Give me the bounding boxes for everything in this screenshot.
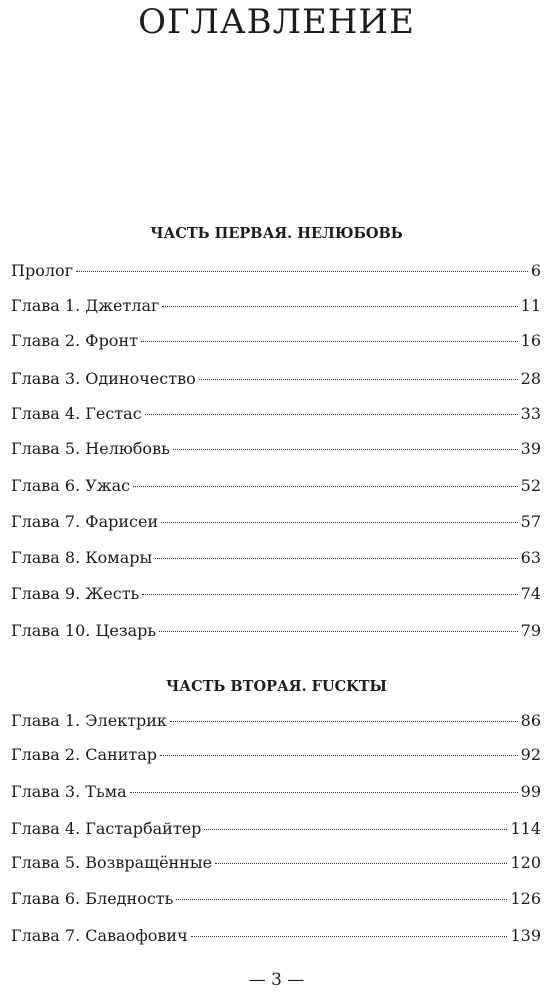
- toc-entry-label: Глава 2. Санитар: [11, 745, 158, 764]
- dot-leader: [145, 414, 518, 415]
- toc-entry-label: Глава 6. Ужас: [11, 476, 131, 495]
- dot-leader: [173, 449, 518, 450]
- toc-entry-label: Глава 7. Фарисеи: [11, 512, 159, 531]
- toc-entry-label: Глава 8. Комары: [11, 548, 153, 567]
- toc-entry[interactable]: [11, 476, 541, 500]
- toc-entry-label: Глава 4. Гестас: [11, 404, 142, 423]
- toc-entry-page: 52: [520, 476, 541, 495]
- toc-entry[interactable]: [11, 584, 541, 608]
- toc-entry-page: 28: [520, 369, 541, 388]
- toc-entry-label: Глава 3. Тьма: [11, 782, 127, 801]
- dot-leader: [191, 936, 508, 937]
- dot-leader: [215, 863, 507, 864]
- toc-entry-label: Глава 5. Возвращённые: [11, 853, 213, 872]
- dot-leader: [76, 271, 528, 272]
- toc-entry-label: Глава 9. Жесть: [11, 584, 140, 603]
- toc-entry-page: 79: [520, 621, 541, 640]
- toc-entry-label: Глава 1. Джетлаг: [11, 296, 160, 315]
- dot-leader: [162, 306, 517, 307]
- toc-entry-page: 57: [520, 512, 541, 531]
- toc-entry[interactable]: [11, 512, 541, 536]
- toc-entry[interactable]: [11, 745, 541, 769]
- dot-leader: [161, 522, 518, 523]
- part-title: ЧАСТЬ ВТОРАЯ. FUCKТЫ: [166, 678, 387, 695]
- toc-entry-page: 39: [520, 439, 541, 458]
- toc-entry[interactable]: [11, 889, 541, 913]
- toc-entry-label: Глава 6. Бледность: [11, 889, 174, 908]
- dot-leader: [142, 594, 517, 595]
- part-title: ЧАСТЬ ПЕРВАЯ. НЕЛЮБОВЬ: [150, 225, 403, 242]
- toc-entry-page: 63: [520, 548, 541, 567]
- toc-entry[interactable]: [11, 819, 541, 843]
- toc-entry-page: 6: [530, 261, 541, 280]
- dot-leader: [159, 631, 518, 632]
- dot-leader: [204, 829, 507, 830]
- toc-entry[interactable]: [11, 404, 541, 428]
- toc-entry-label: Глава 10. Цезарь: [11, 621, 157, 640]
- dot-leader: [160, 755, 518, 756]
- toc-entry-page: 92: [520, 745, 541, 764]
- dot-leader: [170, 721, 518, 722]
- toc-entry[interactable]: [11, 853, 541, 877]
- toc-entry[interactable]: [11, 439, 541, 463]
- toc-entry-page: 114: [510, 819, 541, 838]
- toc-entry-page: 126: [510, 889, 541, 908]
- toc-entry[interactable]: [11, 261, 541, 285]
- toc-entry[interactable]: [11, 782, 541, 806]
- toc-entry[interactable]: [11, 621, 541, 645]
- dot-leader: [199, 379, 518, 380]
- toc-entry-page: 74: [520, 584, 541, 603]
- dot-leader: [133, 486, 518, 487]
- toc-entry-page: 11: [520, 296, 541, 315]
- toc-entry-label: Глава 7. Саваофович: [11, 926, 188, 945]
- toc-entry-label: Глава 5. Нелюбовь: [11, 439, 170, 458]
- toc-entry-label: Глава 1. Электрик: [11, 711, 167, 730]
- toc-entry-label: Глава 4. Гастарбайтер: [11, 819, 202, 838]
- toc-entry[interactable]: [11, 296, 541, 320]
- toc-entry[interactable]: [11, 331, 541, 355]
- toc-entry-page: 16: [520, 331, 541, 350]
- toc-entry[interactable]: [11, 711, 541, 735]
- dot-leader: [155, 558, 517, 559]
- toc-entry-page: 99: [520, 782, 541, 801]
- toc-entry[interactable]: [11, 369, 541, 393]
- toc-entry-page: 139: [510, 926, 541, 945]
- toc-entry-label: Глава 3. Одиночество: [11, 369, 196, 388]
- page-number: — 3 —: [248, 970, 305, 990]
- toc-entry[interactable]: [11, 926, 541, 950]
- page-title: ОГЛАВЛЕНИЕ: [138, 2, 415, 42]
- dot-leader: [176, 899, 507, 900]
- toc-entry-page: 86: [520, 711, 541, 730]
- toc-entry-page: 33: [520, 404, 541, 423]
- toc-entry-label: Пролог: [11, 261, 74, 280]
- toc-entry-page: 120: [510, 853, 541, 872]
- dot-leader: [141, 341, 518, 342]
- dot-leader: [130, 792, 518, 793]
- toc-entry[interactable]: [11, 548, 541, 572]
- toc-entry-label: Глава 2. Фронт: [11, 331, 138, 350]
